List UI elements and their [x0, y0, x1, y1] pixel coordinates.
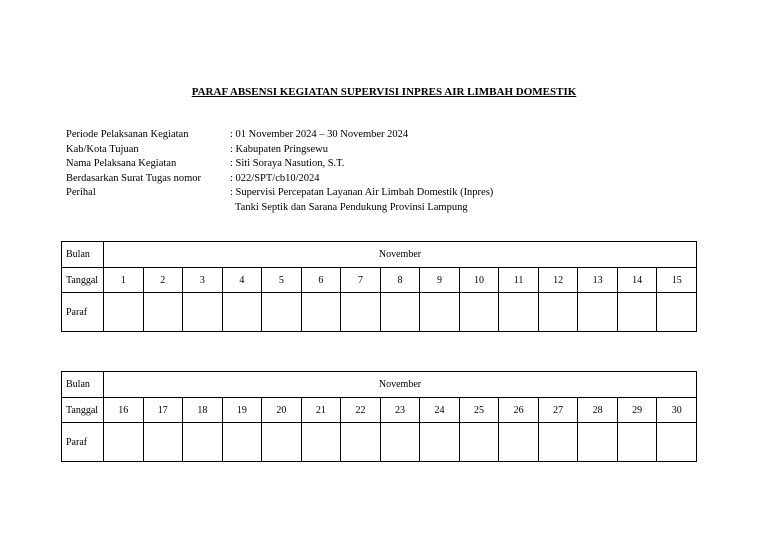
paraf-signature-cell[interactable] [617, 293, 657, 332]
day-cell: 20 [262, 398, 302, 423]
day-cell: 4 [222, 268, 262, 293]
day-cell: 30 [657, 398, 697, 423]
day-cell: 27 [538, 398, 578, 423]
paraf-signature-cell[interactable] [657, 293, 697, 332]
info-label: Perihal [66, 187, 96, 198]
day-cell: 15 [657, 268, 697, 293]
day-cell: 26 [499, 398, 539, 423]
tanggal-label: Tanggal [62, 398, 104, 423]
day-cell: 14 [617, 268, 657, 293]
paraf-signature-cell[interactable] [222, 293, 262, 332]
info-label: Berdasarkan Surat Tugas nomor [66, 172, 202, 184]
tanggal-label: Tanggal [62, 268, 104, 293]
paraf-signature-cell[interactable] [499, 293, 539, 332]
day-cell: 1 [104, 268, 144, 293]
day-cell: 5 [262, 268, 302, 293]
day-cell: 23 [380, 398, 420, 423]
paraf-signature-cell[interactable] [420, 293, 460, 332]
info-value: : 022/SPT/cb10/2024 [230, 172, 320, 184]
paraf-signature-cell[interactable] [459, 423, 499, 462]
paraf-label: Paraf [62, 423, 104, 462]
paraf-signature-cell[interactable] [420, 423, 460, 462]
paraf-signature-cell[interactable] [301, 293, 341, 332]
bulan-label: Bulan [62, 372, 104, 398]
paraf-signature-cell[interactable] [301, 423, 341, 462]
info-row-periode [66, 128, 493, 143]
paraf-signature-cell[interactable] [617, 423, 657, 462]
info-row-surat-tugas [66, 172, 493, 187]
paraf-signature-cell[interactable] [499, 423, 539, 462]
day-cell: 17 [143, 398, 183, 423]
info-label: Kab/Kota Tujuan [66, 143, 139, 155]
paraf-signature-cell[interactable] [262, 423, 302, 462]
day-cell: 3 [183, 268, 223, 293]
info-value: : Siti Soraya Nasution, S.T. [230, 158, 345, 169]
attendance-table-2 [61, 371, 697, 462]
day-cell: 9 [420, 268, 460, 293]
day-cell: 2 [143, 268, 183, 293]
day-cell: 18 [183, 398, 223, 423]
day-cell: 19 [222, 398, 262, 423]
paraf-signature-cell[interactable] [104, 423, 144, 462]
info-row-kabkota [66, 143, 493, 158]
paraf-signature-cell[interactable] [538, 423, 578, 462]
day-cell: 25 [459, 398, 499, 423]
paraf-row [62, 423, 697, 462]
info-value: : 01 November 2024 – 30 November 2024 [230, 129, 409, 140]
day-cell: 28 [578, 398, 618, 423]
attendance-table-1 [61, 241, 697, 332]
bulan-label: Bulan [62, 242, 104, 268]
paraf-signature-cell[interactable] [578, 293, 618, 332]
paraf-signature-cell[interactable] [657, 423, 697, 462]
info-block [66, 128, 493, 215]
bulan-row [62, 372, 697, 398]
info-row-pelaksana [66, 157, 493, 172]
paraf-signature-cell[interactable] [183, 293, 223, 332]
day-cell: 12 [538, 268, 578, 293]
info-value: : Supervisi Percepatan Layanan Air Limbah Domestik (Inpres) [230, 187, 494, 198]
paraf-signature-cell[interactable] [341, 423, 381, 462]
day-cell: 8 [380, 268, 420, 293]
day-cell: 7 [341, 268, 381, 293]
day-cell: 21 [301, 398, 341, 423]
paraf-signature-cell[interactable] [143, 423, 183, 462]
paraf-row [62, 293, 697, 332]
paraf-label: Paraf [62, 293, 104, 332]
day-cell: 13 [578, 268, 618, 293]
day-cell: 24 [420, 398, 460, 423]
bulan-row [62, 242, 697, 268]
month-cell: November [104, 372, 697, 398]
paraf-signature-cell[interactable] [222, 423, 262, 462]
day-cell: 10 [459, 268, 499, 293]
day-cell: 11 [499, 268, 539, 293]
month-cell: November [104, 242, 697, 268]
paraf-signature-cell[interactable] [341, 293, 381, 332]
info-row-perihal [66, 186, 493, 201]
info-label: Nama Pelaksana Kegiatan [66, 158, 177, 169]
paraf-signature-cell[interactable] [380, 293, 420, 332]
info-row-perihal-continuation: Tanki Septik dan Sarana Pendukung Provinsi Lampung [235, 201, 468, 213]
info-label: Periode Pelaksanan Kegiatan [66, 129, 189, 140]
paraf-signature-cell[interactable] [262, 293, 302, 332]
document-title: PARAF ABSENSI KEGIATAN SUPERVISI INPRES AIR LIMBAH DOMESTIK [191, 86, 577, 98]
paraf-signature-cell[interactable] [143, 293, 183, 332]
paraf-signature-cell[interactable] [104, 293, 144, 332]
day-cell: 29 [617, 398, 657, 423]
info-value: : Kabupaten Pringsewu [230, 143, 328, 155]
tanggal-row [62, 268, 697, 293]
day-cell: 6 [301, 268, 341, 293]
paraf-signature-cell[interactable] [538, 293, 578, 332]
day-cell: 16 [104, 398, 144, 423]
paraf-signature-cell[interactable] [578, 423, 618, 462]
paraf-signature-cell[interactable] [183, 423, 223, 462]
tanggal-row [62, 398, 697, 423]
paraf-signature-cell[interactable] [459, 293, 499, 332]
day-cell: 22 [341, 398, 381, 423]
paraf-signature-cell[interactable] [380, 423, 420, 462]
